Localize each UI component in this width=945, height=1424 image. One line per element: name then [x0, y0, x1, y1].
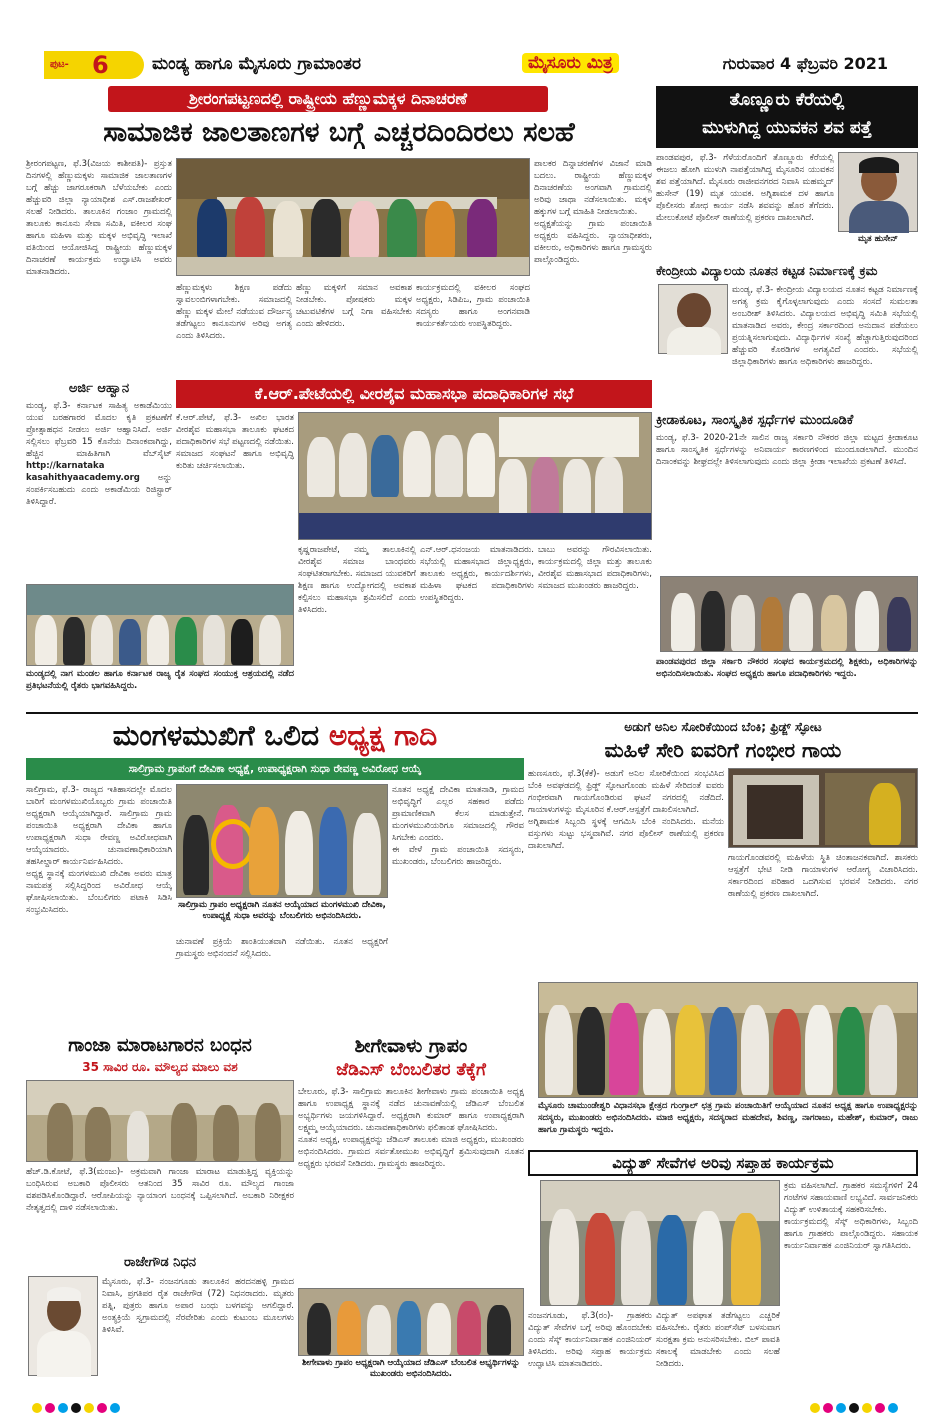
notice-body: ಮಂಡ್ಯ, ಫೆ.3- ಕರ್ನಾಟಕ ಸಾಹಿತ್ಯ ಅಕಾಡೆಮಿಯು ಯುವ ಬರಹಗಾರರ ಮೊದಲ ಕೃತಿ ಪ್ರಕಟಣೆಗೆ ಪ್ರೋತ್ಸಾಹಧನ ನೀಡಲು ಅರ್ಜಿ ಆಹ್ವಾನಿಸಿದೆ. ಅರ್ಜಿ ಸಲ್ಲಿಸಲು ಫೆಬ್ರವರಿ 15 ಕೊನೆಯ ದಿನಾಂಕವಾಗಿದ್ದು, ಹೆಚ್ಚಿನ ಮಾಹಿತಿಗಾಗಿ ವೆಬ್‌ಸೈಟ್	[26, 401, 172, 459]
masthead	[36, 48, 908, 82]
electricity-photo	[540, 1180, 780, 1306]
mangala-column-2: ಚುನಾವಣೆ ಪ್ರಕ್ರಿಯೆ ಶಾಂತಿಯುತವಾಗಿ ನಡೆಯಿತು. ನೂತನ ಅಧ್ಯಕ್ಷರಿಗೆ ಗ್ರಾಮಸ್ಥರು ಅಭಿನಂದನೆ ಸಲ್ಲಿಸಿದರು.	[176, 937, 391, 959]
mangala-column-1: ಸಾಲಿಗ್ರಾಮ, ಫೆ.3- ರಾಜ್ಯದ ಇತಿಹಾಸದಲ್ಲೇ ಮೊದಲ ಬಾರಿಗೆ ಮಂಗಳಮುಖಿಯೊಬ್ಬರು ಗ್ರಾಮ ಪಂಚಾಯಿತಿ ಅಧ್ಯಕ್ಷರಾಗಿ ಆಯ್ಕೆಯಾಗಿದ್ದಾರೆ. ಸಾಲಿಗ್ರಾಮ ಗ್ರಾಮ ಪಂಚಾಯಿತಿ ಅಧ್ಯಕ್ಷರಾಗಿ ದೇವಿಕಾ ಹಾಗೂ ಉಪಾಧ್ಯಕ್ಷರಾಗಿ ಸುಧಾ ರೇವಣ್ಣ ಅವಿರೋಧವಾಗಿ ಆಯ್ಕೆಯಾದರು. ಚುನಾವಣಾಧಿಕಾರಿಯಾಗಿ ತಹಸೀಲ್ದಾರ್ ಕಾರ್ಯನಿರ್ವಹಿಸಿದರು. ಅಧ್ಯಕ್ಷ ಸ್ಥಾನಕ್ಕೆ ಮಂಗಳಮುಖಿ ದೇವಿಕಾ ಅವರು ಮಾತ್ರ ನಾಮಪತ್ರ ಸಲ್ಲಿಸಿದ್ದರಿಂದ ಅವಿರೋಧ ಆಯ್ಕೆ ಘೋಷಿಸಲಾಯಿತು. ಬೆಂಬಲಿಗರು ಪಟಾಕಿ ಸಿಡಿಸಿ ಸಂಭ್ರಮಿಸಿದರು.	[26, 785, 172, 915]
chamundi-caption: ಮೈಸೂರು ಚಾಮುಂಡೇಶ್ವರಿ ವಿಧಾನಸಭಾ ಕ್ಷೇತ್ರದ ಗುಂಗ್ರಾಲ್ ಛತ್ರ ಗ್ರಾಮ ಪಂಚಾಯಿತಿಗೆ ಆಯ್ಕೆಯಾದ ನೂತನ ಅಧ್ಯಕ್ಷ ಹಾಗೂ ಉಪಾಧ್ಯಕ್ಷರನ್ನು ಸದಸ್ಯರು, ಮುಖಂಡರು ಅಭಿನಂದಿಸಿದರು. ಮಾಜಿ ಅಧ್ಯಕ್ಷರು, ಸದಸ್ಯರಾದ ಮಹದೇವ, ಶಿವಣ್ಣ, ನಾಗರಾಜು, ಮಹೇಶ್, ಕುಮಾರ್, ರಾಜು ಹಾಗೂ ಗ್ರಾಮಸ್ಥರು ಇದ್ದರು.	[538, 1101, 921, 1135]
lead-photo	[176, 158, 530, 276]
page-label: ಪುಟ-	[50, 59, 69, 70]
tonnur-body: ಪಾಂಡವಪುರ, ಫೆ.3- ಗೆಳೆಯರೊಂದಿಗೆ ತೊಣ್ಣೂರು ಕೆರೆಯಲ್ಲಿ ಈಜಲು ಹೋಗಿ ಮುಳುಗಿ ನಾಪತ್ತೆಯಾಗಿದ್ದ ಮೈಸೂರಿನ ಯುವಕನ ಶವ ಪತ್ತೆಯಾಗಿದೆ. ಮೈಸೂರು ರಾಜೀವನಗರದ ನಿವಾಸಿ ಮಹಮ್ಮದ್ ಹುಸೇನ್ (19) ಮೃತ ಯುವಕ. ಅಗ್ನಿಶಾಮಕ ದಳ ಹಾಗೂ ಪೊಲೀಸರು ಶೋಧ ಕಾರ್ಯ ನಡೆಸಿ ಶವವನ್ನು ಹೊರ ತೆಗೆದರು. ಮೇಲುಕೋಟೆ ಪೊಲೀಸ್ ಠಾಣೆಯಲ್ಲಿ ಪ್ರಕರಣ ದಾಖಲಾಗಿದೆ.	[656, 153, 837, 223]
fire-photo	[728, 768, 918, 848]
mangala-headline-b: ಅಧ್ಯಕ್ಷ ಗಾದಿ	[328, 719, 438, 752]
ganja-body: ಹೆಚ್.ಡಿ.ಕೋಟೆ, ಫೆ.3(ಮಂಜು)- ಅಕ್ರಮವಾಗಿ ಗಾಂಜಾ ಮಾರಾಟ ಮಾಡುತ್ತಿದ್ದ ವ್ಯಕ್ತಿಯನ್ನು ಬಂಧಿಸಿರುವ ಅಬಕಾರಿ ಪೊಲೀಸರು ಆತನಿಂದ 35 ಸಾವಿರ ರೂ. ಮೌಲ್ಯದ ಗಾಂಜಾ ವಶಪಡಿಸಿಕೊಂಡಿದ್ದಾರೆ. ಆರೋಪಿಯನ್ನು ನ್ಯಾಯಾಂಗ ಬಂಧನಕ್ಕೆ ಒಪ್ಪಿಸಲಾಗಿದೆ. ಅಬಕಾರಿ ನಿರೀಕ್ಷಕರ ನೇತೃತ್ವದಲ್ಲಿ ದಾಳಿ ನಡೆಸಲಾಯಿತು.	[26, 1167, 297, 1213]
fire-headline: ಮಹಿಳೆ ಸೇರಿ ಐವರಿಗೆ ಗಂಭೀರ ಗಾಯ	[604, 738, 842, 762]
obit-body: ಮೈಸೂರು, ಫೆ.3- ನಂಜನಗೂಡು ತಾಲೂಕಿನ ಹರದನಹಳ್ಳಿ ಗ್ರಾಮದ ನಿವಾಸಿ, ಪ್ರಗತಿಪರ ರೈತ ರಾಜೇಗೌಡ (72) ನಿಧನರಾದರು. ಮೃತರು ಪತ್ನಿ, ಪುತ್ರರು ಹಾಗೂ ಅಪಾರ ಬಂಧು ಬಳಗವನ್ನು ಅಗಲಿದ್ದಾರೆ. ಅಂತ್ಯಕ್ರಿಯೆ ಸ್ವಗ್ರಾಮದಲ್ಲಿ ನೆರವೇರಿತು ಎಂದು ಕುಟುಂಬ ಮೂಲಗಳು ತಿಳಿಸಿವೆ.	[102, 1277, 297, 1335]
tonnur-headline-2: ಮುಳುಗಿದ್ದ ಯುವಕನ ಶವ ಪತ್ತೆ	[702, 118, 872, 138]
kendriya-photo	[658, 284, 728, 354]
section-title: ಮಂಡ್ಯ ಹಾಗೂ ಮೈಸೂರು ಗ್ರಾಮಾಂತರ	[152, 54, 361, 74]
chamundi-photo	[538, 982, 918, 1098]
lead-column-3: ಹೆಣ್ಣು ಮಕ್ಕಳಿಗೆ ಸಮಾನ ಅವಕಾಶ ನೀಡಬೇಕು. ಪೋಷಕರು ಮಕ್ಕಳ ಚಟುವಟಿಕೆಗಳ ಬಗ್ಗೆ ನಿಗಾ ವಹಿಸಬೇಕು ಎಂದು ಹೇಳಿದರು.	[296, 283, 415, 329]
mangala-photo	[176, 784, 388, 898]
protest-caption: ಮಂಡ್ಯದಲ್ಲಿ ನಾಗ ಮಂಡಲ ಹಾಗೂ ಕರ್ನಾಟಕ ರಾಜ್ಯ ರೈತ ಸಂಘದ ಸಂಯುಕ್ತ ಆಶ್ರಯದಲ್ಲಿ ನಡೆದ ಪ್ರತಿಭಟನೆಯಲ್ಲಿ ರೈತರು ಭಾಗವಹಿಸಿದ್ದರು.	[26, 669, 297, 691]
lead-column-2: ಹೆಣ್ಣುಮಕ್ಕಳು ಶಿಕ್ಷಣ ಪಡೆದು ಸ್ವಾವಲಂಬಿಗಳಾಗಬೇಕು. ಸಮಾಜದಲ್ಲಿ ಹೆಣ್ಣು ಮಕ್ಕಳ ಮೇಲೆ ನಡೆಯುವ ದೌರ್ಜನ್ಯ ತಡೆಗಟ್ಟಲು ಕಾನೂನುಗಳ ಅರಿವು ಅಗತ್ಯ ಎಂದು ತಿಳಿಸಿದರು.	[176, 283, 295, 341]
krpet-column-a: ಕೆ.ಆರ್.ಪೇಟೆ, ಫೆ.3- ಅಖಿಲ ಭಾರತ ವೀರಶೈವ ಮಹಾಸಭಾ ತಾಲೂಕು ಘಟಕದ ಪದಾಧಿಕಾರಿಗಳ ಸಭೆ ಪಟ್ಟಣದಲ್ಲಿ ನಡೆಯಿತು. ಸಮಾಜದ ಸಂಘಟನೆ ಹಾಗೂ ಅಭಿವೃದ್ಧಿ ಕುರಿತು ಚರ್ಚಿಸಲಾಯಿತು.	[176, 413, 297, 471]
mangala-column-3: ನೂತನ ಅಧ್ಯಕ್ಷೆ ದೇವಿಕಾ ಮಾತನಾಡಿ, ಗ್ರಾಮದ ಅಭಿವೃದ್ಧಿಗೆ ಎಲ್ಲರ ಸಹಕಾರ ಪಡೆದು ಪ್ರಾಮಾಣಿಕವಾಗಿ ಕೆಲಸ ಮಾಡುತ್ತೇನೆ. ಮಂಗಳಮುಖಿಯರಿಗೂ ಸಮಾಜದಲ್ಲಿ ಗೌರವ ಸಿಗಬೇಕು ಎಂದರು. ಈ ವೇಳೆ ಗ್ರಾಮ ಪಂಚಾಯಿತಿ ಸದಸ್ಯರು, ಮುಖಂಡರು, ಬೆಂಬಲಿಗರು ಹಾಜರಿದ್ದರು.	[392, 785, 524, 867]
pandavapura-caption: ಪಾಂಡವಪುರದ ಜಿಲ್ಲಾ ಸರ್ಕಾರಿ ನೌಕರರ ಸಂಘದ ಕಾರ್ಯಕ್ರಮದಲ್ಲಿ ಶಿಕ್ಷಕರು, ಅಧಿಕಾರಿಗಳನ್ನು ಅಭಿನಂದಿಸಲಾಯಿತು. ಸಂಘದ ಅಧ್ಯಕ್ಷರು ಹಾಗೂ ಪದಾಧಿಕಾರಿಗಳು ಇದ್ದರು.	[656, 657, 921, 679]
notice-body-block	[26, 400, 172, 582]
fire-column-2: ಗಾಯಗೊಂಡವರಲ್ಲಿ ಮಹಿಳೆಯ ಸ್ಥಿತಿ ಚಿಂತಾಜನಕವಾಗಿದೆ. ಶಾಸಕರು ಆಸ್ಪತ್ರೆಗೆ ಭೇಟಿ ನೀಡಿ ಗಾಯಾಳುಗಳ ಆರೋಗ್ಯ ವಿಚಾರಿಸಿದರು. ಸರ್ಕಾರದಿಂದ ಪರಿಹಾರ ಒದಗಿಸುವ ಭರವಸೆ ನೀಡಿದರು. ನಗರ ಠಾಣೆಯಲ್ಲಿ ಪ್ರಕರಣ ದಾಖಲಾಗಿದೆ.	[728, 853, 921, 899]
shivgange-headline-2: ಜೆಡಿಎಸ್ ಬೆಂಬಲಿತರ ತೆಕ್ಕೆಗೆ	[336, 1060, 486, 1080]
ganja-headline: ಗಾಂಜಾ ಮಾರಾಟಗಾರನ ಬಂಧನ	[68, 1035, 252, 1056]
notice-headline: ಅರ್ಜಿ ಆಹ್ವಾನ	[68, 381, 130, 396]
protest-photo	[26, 584, 294, 666]
issue-date: ಗುರುವಾರ 4 ಫೆಬ್ರವರಿ 2021	[722, 54, 888, 73]
electricity-right: ಕ್ರಮ ವಹಿಸಲಾಗಿದೆ. ಗ್ರಾಹಕರ ಸಮಸ್ಯೆಗಳಿಗೆ 24 ಗಂಟೆಗಳ ಸಹಾಯವಾಣಿ ಲಭ್ಯವಿದೆ. ಸಾರ್ವಜನಿಕರು ವಿದ್ಯುತ್ ಉಳಿತಾಯಕ್ಕೆ ಸಹಕರಿಸಬೇಕು. ಕಾರ್ಯಕ್ರಮದಲ್ಲಿ ಸೆಸ್ಕ್ ಅಧಿಕಾರಿಗಳು, ಸಿಬ್ಬಂದಿ ಹಾಗೂ ಗ್ರಾಹಕರು ಪಾಲ್ಗೊಂಡಿದ್ದರು. ಸಹಾಯಕ ಕಾರ್ಯನಿರ್ವಾಹಕ ಎಂಜಿನಿಯರ್ ಸ್ವಾಗತಿಸಿದರು.	[784, 1181, 918, 1251]
fire-kicker: ಅಡುಗೆ ಅನಿಲ ಸೋರಿಕೆಯಿಂದ ಬೆಂಕಿ; ಫ್ರಿಡ್ಜ್ ಸ್ಫೋಟ	[624, 720, 822, 734]
shivgange-caption: ಶೀಗೇವಾಳು ಗ್ರಾಪಂ ಅಧ್ಯಕ್ಷರಾಗಿ ಆಯ್ಕೆಯಾದ ಜೆಡಿಎಸ್ ಬೆಂಬಲಿತ ಅಭ್ಯರ್ಥಿಗಳನ್ನು ಮುಖಂಡರು ಅಭಿನಂದಿಸಿದರು.	[302, 1358, 520, 1379]
divider-line	[26, 712, 918, 714]
mangala-photo-caption: ಸಾಲಿಗ್ರಾಮ ಗ್ರಾಪಂ ಅಧ್ಯಕ್ಷರಾಗಿ ನೂತನ ಆಯ್ಕೆಯಾದ ಮಂಗಳಮುಖಿ ದೇವಿಕಾ, ಉಪಾಧ್ಯಕ್ಷೆ ಸುಧಾ ಅವರನ್ನು ಬೆಂಬಲಿಗರು ಅಭಿನಂದಿಸಿದರು.	[178, 900, 386, 921]
sports-headline: ಕ್ರೀಡಾಕೂಟ, ಸಾಂಸ್ಕೃತಿಕ ಸ್ಪರ್ಧೆಗಳ ಮುಂದೂಡಿಕೆ	[656, 413, 854, 428]
obit-photo	[28, 1276, 98, 1376]
lead-column-1: ಶ್ರೀರಂಗಪಟ್ಟಣ, ಫೆ.3(ವಿಜಯ ಕಾಶೀಪತಿ)- ಪ್ರಸ್ತುತ ದಿನಗಳಲ್ಲಿ ಹೆಣ್ಣುಮಕ್ಕಳು ಸಾಮಾಜಿಕ ಜಾಲತಾಣಗಳ ಬಗ್ಗೆ ಹೆಚ್ಚು ಜಾಗರೂಕರಾಗಿ ಬೆಳೆಯಬೇಕು ಎಂದು ಹೆಚ್ಚುವರಿ ಜಿಲ್ಲಾ ನ್ಯಾಯಾಧೀಶ ಎಸ್.ರಾಜಶೇಖರ್ ಸಲಹೆ ನೀಡಿದರು. ತಾಲೂಕಿನ ಗಂಜಾಂ ಗ್ರಾಮದಲ್ಲಿ ತಾಲೂಕು ಕಾನೂನು ಸೇವಾ ಸಮಿತಿ, ವಕೀಲರ ಸಂಘ ಹಾಗೂ ಮಹಿಳಾ ಮತ್ತು ಮಕ್ಕಳ ಅಭಿವೃದ್ಧಿ ಇಲಾಖೆ ವತಿಯಿಂದ ಆಯೋಜಿಸಿದ್ದ ರಾಷ್ಟ್ರೀಯ ಹೆಣ್ಣುಮಕ್ಕಳ ದಿನಾಚರಣೆ ಕಾರ್ಯಕ್ರಮ ಉದ್ಘಾಟಿಸಿ ಅವರು ಮಾತನಾಡಿದರು.	[26, 159, 175, 277]
paper-logo: ಮೈಸೂರು ಮಿತ್ರ	[522, 53, 619, 73]
notice-url: http://karnataka kasahithyaacademy.org	[26, 461, 140, 483]
page-number: 6	[92, 51, 109, 79]
electricity-column-2: ವಿದ್ಯುತ್ ಅಪಘಾತ ತಡೆಗಟ್ಟಲು ಎಚ್ಚರಿಕೆ ವಹಿಸಬೇಕು. ರೈತರು ಪಂಪ್‌ಸೆಟ್ ಬಳಸುವಾಗ ಸುರಕ್ಷತಾ ಕ್ರಮ ಅನುಸರಿಸಬೇಕು. ಬಿಲ್ ಪಾವತಿ ಸಕಾಲಕ್ಕೆ ಮಾಡಬೇಕು ಎಂದು ಸಲಹೆ ನೀಡಿದರು.	[656, 1311, 783, 1369]
mangala-headline	[26, 716, 524, 756]
notice-tail: ಅನ್ನು ಸಂಪರ್ಕಿಸಬಹುದು ಎಂದು ಅಕಾಡೆಮಿಯ ರಿಜಿಸ್ಟ್ರಾರ್ ತಿಳಿಸಿದ್ದಾರೆ.	[26, 473, 172, 507]
tonnur-headline-1: ತೊಣ್ಣೂರು ಕೆರೆಯಲ್ಲಿ	[729, 90, 845, 110]
lead-column-4: ಕಾರ್ಯಕ್ರಮದಲ್ಲಿ ವಕೀಲರ ಸಂಘದ ಅಧ್ಯಕ್ಷರು, ಸಿಡಿಪಿಒ, ಗ್ರಾಮ ಪಂಚಾಯಿತಿ ಸದಸ್ಯರು ಹಾಗೂ ಅಂಗನವಾಡಿ ಕಾರ್ಯಕರ್ತೆಯರು ಉಪಸ್ಥಿತರಿದ್ದರು.	[416, 283, 533, 329]
krpet-headline: ಕೆ.ಆರ್.ಪೇಟೆಯಲ್ಲಿ ವೀರಶೈವ ಮಹಾಸಭಾ ಪದಾಧಿಕಾರಿಗಳ ಸಭೆ	[176, 380, 652, 408]
kendriya-body: ಮಂಡ್ಯ, ಫೆ.3- ಕೇಂದ್ರೀಯ ವಿದ್ಯಾಲಯದ ನೂತನ ಕಟ್ಟಡ ನಿರ್ಮಾಣಕ್ಕೆ ಅಗತ್ಯ ಕ್ರಮ ಕೈಗೊಳ್ಳಲಾಗುವುದು ಎಂದು ಸಂಸದೆ ಸುಮಲತಾ ಅಂಬರೀಶ್ ತಿಳಿಸಿದರು. ವಿದ್ಯಾಲಯದ ಅಭಿವೃದ್ಧಿ ಸಮಿತಿ ಸಭೆಯಲ್ಲಿ ಮಾತನಾಡಿದ ಅವರು, ಕೇಂದ್ರ ಸರ್ಕಾರದಿಂದ ಅನುದಾನ ಪಡೆಯಲು ಪ್ರಯತ್ನಿಸಲಾಗುವುದು. ವಿದ್ಯಾರ್ಥಿಗಳ ಸಂಖ್ಯೆ ಹೆಚ್ಚಾಗುತ್ತಿರುವುದರಿಂದ ಹೆಚ್ಚುವರಿ ಕೊಠಡಿಗಳ ಅಗತ್ಯವಿದೆ ಎಂದರು. ಸಭೆಯಲ್ಲಿ ಜಿಲ್ಲಾಧಿಕಾರಿಗಳು ಹಾಗೂ ಅಧಿಕಾರಿಗಳು ಹಾಜರಿದ್ದರು.	[732, 285, 921, 367]
krpet-column-c: ಎನ್.ಆರ್.ಧನಂಜಯ ಮಾತನಾಡಿದರು. ಸಭೆಯಲ್ಲಿ ಮಹಾಸಭಾದ ಜಿಲ್ಲಾಧ್ಯಕ್ಷರು, ತಾಲೂಕು ಅಧ್ಯಕ್ಷರು, ಕಾರ್ಯದರ್ಶಿಗಳು, ಮಹಿಳಾ ಘಟಕದ ಪದಾಧಿಕಾರಿಗಳು ಉಪಸ್ಥಿತರಿದ್ದರು.	[420, 545, 537, 603]
tonnur-photo	[838, 152, 918, 232]
mangala-headline-a: ಮಂಗಳಮುಖಿಗೆ ಒಲಿದ	[112, 719, 329, 752]
page-number-badge	[44, 51, 144, 79]
kendriya-headline: ಕೇಂದ್ರೀಯ ವಿದ್ಯಾಲಯ ನೂತನ ಕಟ್ಟಡ ನಿರ್ಮಾಣಕ್ಕೆ ಕ್ರಮ	[656, 263, 878, 278]
ganja-sub: 35 ಸಾವಿರ ರೂ. ಮೌಲ್ಯದ ಮಾಲು ವಶ	[82, 1060, 238, 1074]
color-registration-marks-left	[32, 1398, 142, 1412]
shivgange-body: ಬೇಲೂರು, ಫೆ.3- ಸಾಲಿಗ್ರಾಮ ತಾಲೂಕಿನ ಶೀಗೇವಾಳು ಗ್ರಾಮ ಪಂಚಾಯಿತಿ ಅಧ್ಯಕ್ಷ ಹಾಗೂ ಉಪಾಧ್ಯಕ್ಷ ಸ್ಥಾನಕ್ಕೆ ನಡೆದ ಚುನಾವಣೆಯಲ್ಲಿ ಜೆಡಿಎಸ್ ಬೆಂಬಲಿತ ಅಭ್ಯರ್ಥಿಗಳು ಜಯಗಳಿಸಿದ್ದಾರೆ. ಅಧ್ಯಕ್ಷರಾಗಿ ಕುಮಾರ್ ಹಾಗೂ ಉಪಾಧ್ಯಕ್ಷರಾಗಿ ಲಕ್ಷ್ಮಮ್ಮ ಆಯ್ಕೆಯಾದರು. ಚುನಾವಣಾಧಿಕಾರಿಗಳು ಫಲಿತಾಂಶ ಘೋಷಿಸಿದರು. ನೂತನ ಅಧ್ಯಕ್ಷ, ಉಪಾಧ್ಯಕ್ಷರನ್ನು ಜೆಡಿಎಸ್ ತಾಲೂಕು ಮಾಜಿ ಅಧ್ಯಕ್ಷರು, ಮುಖಂಡರು ಅಭಿನಂದಿಸಿದರು. ಗ್ರಾಮದ ಸರ್ವತೋಮುಖ ಅಭಿವೃದ್ಧಿಗೆ ಶ್ರಮಿಸುವುದಾಗಿ ನೂತನ ಅಧ್ಯಕ್ಷರು ಭರವಸೆ ನೀಡಿದರು. ಗ್ರಾಮಸ್ಥರು ಹಾಜರಿದ್ದರು.	[298, 1087, 524, 1169]
fire-column-1: ಹುಣಸೂರು, ಫೆ.3(ಕೆಕೆ)- ಅಡುಗೆ ಅನಿಲ ಸೋರಿಕೆಯಿಂದ ಸಂಭವಿಸಿದ ಬೆಂಕಿ ಅವಘಡದಲ್ಲಿ ಫ್ರಿಡ್ಜ್ ಸ್ಫೋಟಗೊಂಡು ಮಹಿಳೆ ಸೇರಿದಂತೆ ಐವರು ಗಂಭೀರವಾಗಿ ಗಾಯಗೊಂಡಿರುವ ಘಟನೆ ನಗರದಲ್ಲಿ ನಡೆದಿದೆ. ಗಾಯಾಳುಗಳನ್ನು ಮೈಸೂರಿನ ಕೆ.ಆರ್.ಆಸ್ಪತ್ರೆಗೆ ದಾಖಲಿಸಲಾಗಿದೆ. ಅಗ್ನಿಶಾಮಕ ಸಿಬ್ಬಂದಿ ಸ್ಥಳಕ್ಕೆ ಆಗಮಿಸಿ ಬೆಂಕಿ ನಂದಿಸಿದರು. ಮನೆಯ ವಸ್ತುಗಳು ಸುಟ್ಟು ಭಸ್ಮವಾಗಿವೆ. ನಗರ ಪೊಲೀಸ್ ಠಾಣೆಯಲ್ಲಿ ಪ್ರಕರಣ ದಾಖಲಾಗಿದೆ.	[528, 769, 724, 851]
shivgange-headline-1: ಶೀಗೇವಾಳು ಗ್ರಾಪಂ	[354, 1035, 468, 1057]
lead-column-5: ಪಾಲಕರ ದಿನ್ನಾಚರಣೆಗಳ ವಿಜಾನೆ ಮಾಡಿ ಬದಲು. ರಾಷ್ಟ್ರೀಯ ಹೆಣ್ಣುಮಕ್ಕಳ ದಿನಾಚರಣೆಯ ಅಂಗವಾಗಿ ಗ್ರಾಮದಲ್ಲಿ ಅರಿವು ಜಾಥಾ ನಡೆಸಲಾಯಿತು. ಮಕ್ಕಳ ಹಕ್ಕುಗಳ ಬಗ್ಗೆ ಮಾಹಿತಿ ನೀಡಲಾಯಿತು. ಅಧ್ಯಕ್ಷತೆಯನ್ನು ಗ್ರಾಮ ಪಂಚಾಯಿತಿ ಅಧ್ಯಕ್ಷರು ವಹಿಸಿದ್ದರು. ನ್ಯಾಯಾಧೀಶರು, ವಕೀಲರು, ಅಧಿಕಾರಿಗಳು ಹಾಗೂ ಗ್ರಾಮಸ್ಥರು ಪಾಲ್ಗೊಂಡಿದ್ದರು.	[534, 159, 652, 265]
electricity-column-1: ನಂಜನಗೂಡು, ಫೆ.3(ರಂ)- ಗ್ರಾಹಕರು ವಿದ್ಯುತ್ ಸೇವೆಗಳ ಬಗ್ಗೆ ಅರಿವು ಹೊಂದಬೇಕು ಎಂದು ಸೆಸ್ಕ್ ಕಾರ್ಯನಿರ್ವಾಹಕ ಎಂಜಿನಿಯರ್ ತಿಳಿಸಿದರು. ಅರಿವು ಸಪ್ತಾಹ ಕಾರ್ಯಕ್ರಮ ಉದ್ಘಾಟಿಸಿ ಮಾತನಾಡಿದರು.	[528, 1311, 655, 1369]
pandavapura-photo	[660, 576, 918, 652]
tonnur-headline-box	[656, 86, 918, 148]
obit-headline: ರಾಜೇಗೌಡ ನಿಧನ	[124, 1255, 196, 1270]
color-registration-marks-right	[810, 1398, 920, 1412]
shivgange-photo	[298, 1288, 524, 1356]
krpet-column-d: ಬಾಬು ಅವರನ್ನು ಗೌರವಿಸಲಾಯಿತು. ಕಾರ್ಯಕ್ರಮದಲ್ಲಿ ಜಿಲ್ಲಾ ಮತ್ತು ತಾಲೂಕು ವೀರಶೈವ ಮಹಾಸಭಾದ ಪದಾಧಿಕಾರಿಗಳು, ಸಮಾಜದ ಮುಖಂಡರು ಹಾಜರಿದ್ದರು.	[538, 545, 655, 591]
lead-headline: ಸಾಮಾಜಿಕ ಜಾಲತಾಣಗಳ ಬಗ್ಗೆ ಎಚ್ಚರದಿಂದಿರಲು ಸಲಹೆ	[103, 117, 575, 148]
electricity-headline: ವಿದ್ಯುತ್ ಸೇವೆಗಳ ಅರಿವು ಸಪ್ತಾಹ ಕಾರ್ಯಕ್ರಮ	[528, 1150, 918, 1176]
tonnur-photo-caption: ಮೃತ ಹುಸೇನ್	[858, 234, 898, 244]
lead-kicker: ಶ್ರೀರಂಗಪಟ್ಟಣದಲ್ಲಿ ರಾಷ್ಟ್ರೀಯ ಹೆಣ್ಣುಮಕ್ಕಳ ದಿನಾಚರಣೆ	[108, 86, 548, 112]
sports-body: ಮಂಡ್ಯ, ಫೆ.3- 2020-21ನೇ ಸಾಲಿನ ರಾಜ್ಯ ಸರ್ಕಾರಿ ನೌಕರರ ಜಿಲ್ಲಾ ಮಟ್ಟದ ಕ್ರೀಡಾಕೂಟ ಹಾಗೂ ಸಾಂಸ್ಕೃತಿಕ ಸ್ಪರ್ಧೆಗಳನ್ನು ಅನಿವಾರ್ಯ ಕಾರಣಗಳಿಂದ ಮುಂದೂಡಲಾಗಿದೆ. ಮುಂದಿನ ದಿನಾಂಕವನ್ನು ಶೀಘ್ರದಲ್ಲೇ ತಿಳಿಸಲಾಗುವುದು ಎಂದು ಜಿಲ್ಲಾ ಕ್ರೀಡಾ ಇಲಾಖೆಯ ಪ್ರಕಟಣೆ ತಿಳಿಸಿದೆ.	[656, 433, 921, 467]
krpet-column-b: ಕೃಷ್ಣರಾಜಪೇಟೆ, ನಮ್ಮ ತಾಲೂಕಿನಲ್ಲಿ ವೀರಶೈವ ಸಮಾಜ ಬಾಂಧವರು ಸಂಘಟಿತರಾಗಬೇಕು. ಸಮಾಜದ ಯುವಕರಿಗೆ ಶಿಕ್ಷಣ ಹಾಗೂ ಉದ್ಯೋಗದಲ್ಲಿ ಅವಕಾಶ ಕಲ್ಪಿಸಲು ಮಹಾಸಭಾ ಶ್ರಮಿಸಲಿದೆ ಎಂದು ತಿಳಿಸಿದರು.	[298, 545, 419, 615]
ganja-photo	[26, 1080, 294, 1162]
mangala-sub: ಸಾಲಿಗ್ರಾಮ ಗ್ರಾಪಂಗೆ ದೇವಿಕಾ ಅಧ್ಯಕ್ಷೆ, ಉಪಾಧ್ಯಕ್ಷರಾಗಿ ಸುಧಾ ರೇವಣ್ಣ ಅವಿರೋಧ ಆಯ್ಕೆ	[26, 758, 524, 780]
krpet-photo	[298, 412, 652, 540]
